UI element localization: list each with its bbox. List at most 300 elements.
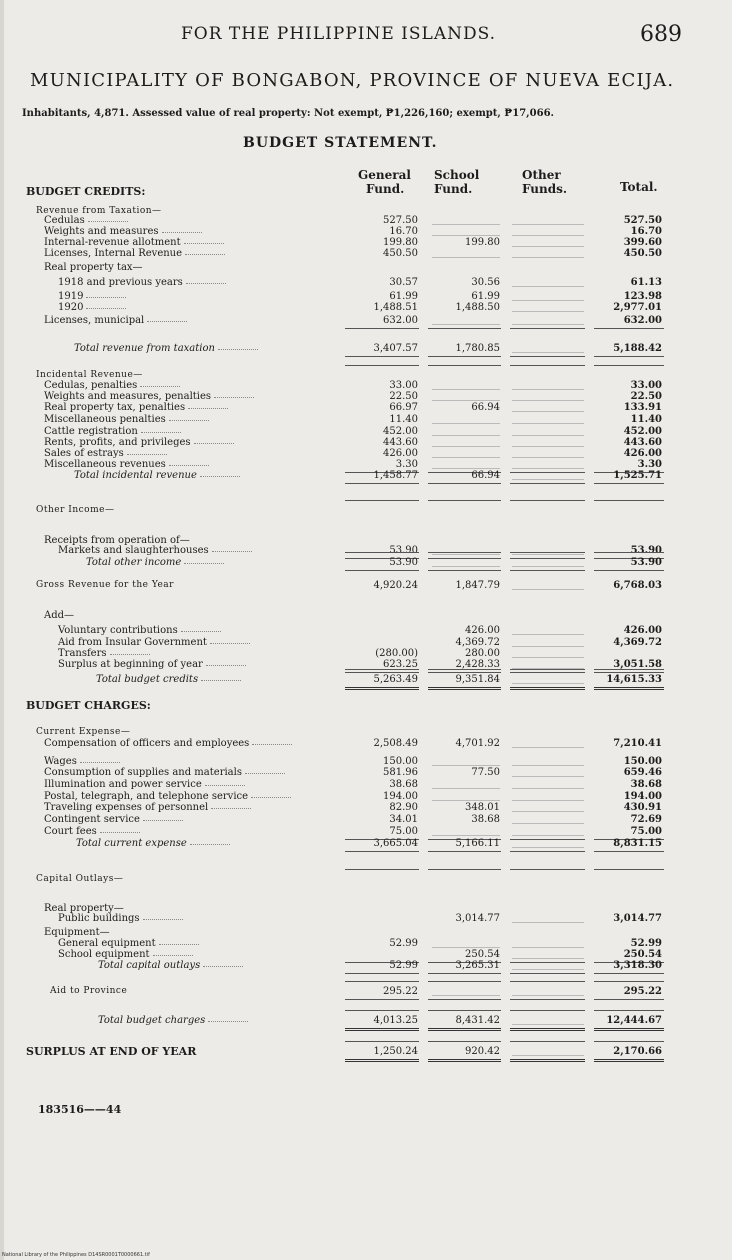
row-label-text: Consumption of supplies and materials <box>44 767 242 778</box>
school-fund-blank-leader <box>432 435 500 436</box>
row-label-text: Revenue from Taxation— <box>36 206 162 216</box>
general-fund-value: 5,263.49 <box>373 674 418 685</box>
column-header-total <box>620 180 658 194</box>
row-label <box>44 610 74 621</box>
row-label-text: Total capital outlays <box>98 960 201 971</box>
subtotal-rule <box>428 869 501 870</box>
row-label-text: Cattle registration <box>44 426 138 437</box>
double-total-rule <box>428 1028 501 1031</box>
dot-leader <box>127 453 167 455</box>
general-fund-value: 53.90 <box>389 557 418 568</box>
total-fund-value: 11.40 <box>630 414 662 425</box>
other-funds-blank-leader <box>512 922 584 923</box>
general-fund-value: 22.50 <box>389 391 418 402</box>
subtotal-rule <box>428 552 501 553</box>
row-label <box>44 248 225 259</box>
school-fund-blank-leader <box>432 457 500 458</box>
row-label <box>58 648 150 659</box>
total-rule <box>510 328 585 329</box>
general-fund-value: 150.00 <box>383 756 418 767</box>
row-label <box>44 226 202 237</box>
row-label-text: Licenses, Internal Revenue <box>44 248 183 259</box>
general-fund-value: 75.00 <box>389 826 418 837</box>
dot-leader <box>184 242 224 244</box>
row-label-text: Rents, profits, and privileges <box>44 437 191 448</box>
school-fund-blank-leader <box>432 995 500 996</box>
row-label <box>44 391 254 402</box>
subtotal-rule <box>345 552 419 553</box>
row-label-text: Licenses, municipal <box>44 315 145 326</box>
row-label-text: Postal, telegraph, and telephone service <box>44 791 249 802</box>
total-fund-value: 295.22 <box>623 986 662 997</box>
inhabitants-line: Inhabitants, 4,871. Assessed value of real property: Not exempt, ₱1,226,160; exempt, ₱17,066. <box>22 108 555 119</box>
subtotal-rule <box>594 1010 664 1011</box>
total-fund-value: 7,210.41 <box>613 738 662 749</box>
other-funds-blank-leader <box>512 411 584 412</box>
school-fund-value: 4,369.72 <box>455 637 500 648</box>
column-header-other-line1: Other <box>522 168 561 182</box>
total-fund-value: 527.50 <box>623 215 662 226</box>
column-header-general <box>358 168 411 196</box>
row-label <box>44 738 292 749</box>
subtotal-rule <box>594 500 664 501</box>
total-fund-value: 399.60 <box>623 237 662 248</box>
subtotal-rule <box>510 500 585 501</box>
general-fund-value: 450.50 <box>383 248 418 259</box>
row-label <box>58 659 246 670</box>
row-label-text: Court fees <box>44 826 97 837</box>
general-fund-value: 3,665.04 <box>373 838 418 849</box>
general-fund-value: 443.60 <box>383 437 418 448</box>
double-total-rule <box>510 1059 585 1062</box>
total-fund-value: 1,525.71 <box>613 470 662 481</box>
school-fund-value: 1,847.79 <box>455 580 500 591</box>
row-label-text: Aid to Province <box>50 986 128 996</box>
total-rule <box>428 328 501 329</box>
dot-leader <box>181 630 221 632</box>
row-label-text: Weights and measures, penalties <box>44 391 212 402</box>
row-label-text: Surplus at beginning of year <box>58 659 203 670</box>
school-fund-blank-leader <box>432 400 500 401</box>
row-label-text: Sales of estrays <box>44 448 124 459</box>
other-funds-blank-leader <box>512 1055 584 1056</box>
total-fund-value: 452.00 <box>623 426 662 437</box>
row-label <box>36 580 174 591</box>
scan-credit: National Library of the Philippines D14SR0001T0000661.tif <box>2 1252 150 1258</box>
other-funds-blank-leader <box>512 835 584 836</box>
subtotal-rule <box>594 869 664 870</box>
column-header-general-line2: Fund. <box>366 182 405 196</box>
school-fund-blank-leader <box>432 224 500 225</box>
total-rule <box>428 570 501 571</box>
total-fund-value: 430.91 <box>623 802 662 813</box>
dot-leader <box>153 954 193 956</box>
double-total-rule <box>428 687 501 690</box>
total-fund-value: 443.60 <box>623 437 662 448</box>
column-header-general-line1: General <box>358 168 411 182</box>
total-rule <box>345 570 419 571</box>
row-label-text: 1920 <box>58 302 84 313</box>
general-fund-value: (280.00) <box>375 648 418 659</box>
total-rule <box>428 851 501 852</box>
total-fund-value: 426.00 <box>623 448 662 459</box>
dot-leader <box>86 307 126 309</box>
dot-leader <box>169 464 209 466</box>
dot-leader <box>140 385 180 387</box>
subtotal-rule <box>510 552 585 553</box>
dot-leader <box>208 1020 248 1022</box>
total-rule <box>594 851 664 852</box>
school-fund-value: 3,014.77 <box>455 913 500 924</box>
school-fund-value: 280.00 <box>465 648 500 659</box>
general-fund-value: 30.57 <box>389 277 418 288</box>
row-label-text: Other Income— <box>36 505 115 515</box>
row-label <box>98 1015 248 1026</box>
other-funds-blank-leader <box>512 423 584 424</box>
row-label-text: Transfers <box>58 648 107 659</box>
subtotal-rule <box>428 365 501 366</box>
other-funds-blank-leader <box>512 847 584 848</box>
row-label-text: Internal-revenue allotment <box>44 237 181 248</box>
school-fund-value: 8,431.42 <box>455 1015 500 1026</box>
school-fund-blank-leader <box>432 468 500 469</box>
school-fund-blank-leader <box>432 423 500 424</box>
general-fund-value: 11.40 <box>389 414 418 425</box>
row-label <box>44 437 234 448</box>
double-total-rule <box>510 1028 585 1031</box>
total-fund-value: 659.46 <box>623 767 662 778</box>
other-funds-blank-leader <box>512 1024 584 1025</box>
school-fund-blank-leader <box>432 947 500 948</box>
other-funds-blank-leader <box>512 657 584 658</box>
row-label <box>26 186 145 197</box>
subtotal-rule <box>428 669 501 670</box>
total-fund-value: 3.30 <box>637 459 662 470</box>
row-label-text: Compensation of officers and employees <box>44 738 250 749</box>
general-fund-value: 4,013.25 <box>373 1015 418 1026</box>
row-label <box>36 505 114 516</box>
double-total-rule <box>594 1059 664 1062</box>
other-funds-blank-leader <box>512 823 584 824</box>
row-label <box>44 402 228 413</box>
total-rule <box>345 356 419 357</box>
total-fund-value: 426.00 <box>623 625 662 636</box>
dot-leader <box>201 679 241 681</box>
row-label-text: School equipment <box>58 949 150 960</box>
subtotal-rule <box>594 552 664 553</box>
school-fund-blank-leader <box>432 446 500 447</box>
subtotal-rule <box>594 1041 664 1042</box>
school-fund-value: 1,488.50 <box>455 302 500 313</box>
dot-leader <box>203 965 243 967</box>
row-label-text: Voluntary contributions <box>58 625 178 636</box>
row-label <box>96 674 241 685</box>
other-funds-blank-leader <box>512 958 584 959</box>
total-fund-value: 8,831.15 <box>613 838 662 849</box>
school-fund-blank-leader <box>432 788 500 789</box>
total-fund-value: 16.70 <box>630 226 662 237</box>
row-label <box>44 802 251 813</box>
total-fund-value: 53.90 <box>630 557 662 568</box>
row-label <box>58 291 126 302</box>
dot-leader <box>245 772 285 774</box>
general-fund-value: 295.22 <box>383 986 418 997</box>
general-fund-value: 527.50 <box>383 215 418 226</box>
total-fund-value: 52.99 <box>630 938 662 949</box>
subtotal-rule <box>345 981 419 982</box>
other-funds-blank-leader <box>512 765 584 766</box>
dot-leader <box>147 320 187 322</box>
page-edge <box>0 0 4 1260</box>
row-label <box>44 237 224 248</box>
row-label <box>58 949 193 960</box>
school-fund-blank-leader <box>432 235 500 236</box>
row-label-text: Contingent service <box>44 814 140 825</box>
subtotal-rule <box>345 1010 419 1011</box>
dot-leader <box>141 431 181 433</box>
dot-leader <box>210 642 250 644</box>
other-funds-blank-leader <box>512 311 584 312</box>
column-header-total-line1: Total. <box>620 180 658 194</box>
total-fund-value: 4,369.72 <box>613 637 662 648</box>
general-fund-value: 34.01 <box>389 814 418 825</box>
row-label-text: Equipment— <box>44 927 110 938</box>
other-funds-blank-leader <box>512 457 584 458</box>
other-funds-blank-leader <box>512 235 584 236</box>
row-label-text: Current Expense— <box>36 727 131 737</box>
dot-leader <box>211 807 251 809</box>
total-fund-value: 133.91 <box>623 402 662 413</box>
other-funds-blank-leader <box>512 646 584 647</box>
general-fund-value: 52.99 <box>389 938 418 949</box>
row-label-text: Total incidental revenue <box>74 470 197 481</box>
subtotal-rule <box>428 981 501 982</box>
general-fund-value: 632.00 <box>383 315 418 326</box>
school-fund-blank-leader <box>432 835 500 836</box>
subtotal-rule <box>510 981 585 982</box>
row-label <box>86 557 224 568</box>
row-label-text: 1919 <box>58 291 84 302</box>
total-rule <box>510 483 585 484</box>
school-fund-value: 9,351.84 <box>455 674 500 685</box>
total-fund-value: 250.54 <box>623 949 662 960</box>
total-fund-value: 14,615.33 <box>606 674 662 685</box>
school-fund-value: 61.99 <box>471 291 500 302</box>
print-code: 183516——44 <box>38 1103 122 1116</box>
other-funds-blank-leader <box>512 224 584 225</box>
double-total-rule <box>345 687 419 690</box>
school-fund-value: 1,780.85 <box>455 343 500 354</box>
subtotal-rule <box>345 869 419 870</box>
row-label <box>44 779 245 790</box>
row-label-text: General equipment <box>58 938 156 949</box>
row-label-text: Real property tax— <box>44 262 143 273</box>
school-fund-value: 2,428.33 <box>455 659 500 670</box>
subtotal-rule <box>510 365 585 366</box>
other-funds-blank-leader <box>512 800 584 801</box>
dot-leader <box>206 664 246 666</box>
total-rule <box>510 973 585 974</box>
total-fund-value: 75.00 <box>630 826 662 837</box>
total-fund-value: 3,318.30 <box>613 960 662 971</box>
row-label-text: Miscellaneous revenues <box>44 459 166 470</box>
row-label-text: Miscellaneous penalties <box>44 414 166 425</box>
dot-leader <box>214 396 254 398</box>
other-funds-blank-leader <box>512 468 584 469</box>
school-fund-blank-leader <box>432 800 500 801</box>
school-fund-blank-leader <box>432 765 500 766</box>
general-fund-value: 1,488.51 <box>373 302 418 313</box>
row-label <box>44 215 128 226</box>
row-label-text: BUDGET CREDITS: <box>26 185 146 198</box>
general-fund-value: 52.99 <box>389 960 418 971</box>
total-rule <box>345 672 419 673</box>
row-label-text: Add— <box>44 610 75 621</box>
total-rule <box>594 999 664 1000</box>
row-label <box>44 380 180 391</box>
school-fund-value: 4,701.92 <box>455 738 500 749</box>
general-fund-value: 53.90 <box>389 545 418 556</box>
other-funds-blank-leader <box>512 634 584 635</box>
total-fund-value: 2,977.01 <box>613 302 662 313</box>
subtotal-rule <box>510 1010 585 1011</box>
total-rule <box>594 356 664 357</box>
row-label-text: Real property tax, penalties <box>44 402 186 413</box>
total-rule <box>345 483 419 484</box>
total-rule <box>594 672 664 673</box>
row-label-text: Markets and slaughterhouses <box>58 545 209 556</box>
school-fund-value: 30.56 <box>471 277 500 288</box>
general-fund-value: 581.96 <box>383 767 418 778</box>
double-total-rule <box>428 1059 501 1062</box>
other-funds-blank-leader <box>512 257 584 258</box>
other-funds-blank-leader <box>512 947 584 948</box>
row-label-text: Capital Outlays— <box>36 874 124 884</box>
dot-leader <box>169 419 209 421</box>
row-label <box>58 545 252 556</box>
row-label <box>36 874 123 885</box>
total-rule <box>510 851 585 852</box>
row-label-text: Total budget charges <box>98 1015 206 1026</box>
row-label-text: Total current expense <box>76 838 187 849</box>
subtotal-rule <box>510 669 585 670</box>
total-rule <box>510 999 585 1000</box>
total-fund-value: 2,170.66 <box>613 1046 662 1057</box>
total-fund-value: 22.50 <box>630 391 662 402</box>
school-fund-blank-leader <box>432 324 500 325</box>
other-funds-blank-leader <box>512 788 584 789</box>
total-fund-value: 123.98 <box>623 291 662 302</box>
row-label-text: Wages <box>44 756 77 767</box>
other-funds-blank-leader <box>512 995 584 996</box>
dot-leader <box>110 653 150 655</box>
general-fund-value: 2,508.49 <box>373 738 418 749</box>
school-fund-value: 3,265.31 <box>455 960 500 971</box>
total-rule <box>428 558 501 559</box>
total-fund-value: 72.69 <box>630 814 662 825</box>
general-fund-value: 3,407.57 <box>373 343 418 354</box>
column-header-school-line1: School <box>434 168 480 182</box>
school-fund-blank-leader <box>432 257 500 258</box>
total-fund-value: 12,444.67 <box>606 1015 662 1026</box>
row-label-text: Public buildings <box>58 913 140 924</box>
dot-leader <box>184 562 224 564</box>
total-rule <box>345 328 419 329</box>
row-label <box>44 262 143 273</box>
school-fund-value: 66.94 <box>471 402 500 413</box>
row-label <box>44 814 183 825</box>
municipality-title: MUNICIPALITY OF BONGABON, PROVINCE OF NUEVA ECIJA. <box>30 70 675 91</box>
row-label <box>44 448 167 459</box>
other-funds-blank-leader <box>512 400 584 401</box>
row-label <box>58 625 221 636</box>
dot-leader <box>185 253 225 255</box>
total-rule <box>428 672 501 673</box>
other-funds-blank-leader <box>512 969 584 970</box>
row-label-text: Cedulas, penalties <box>44 380 138 391</box>
row-label-text: Total revenue from taxation <box>74 343 215 354</box>
row-label-text: BUDGET CHARGES: <box>26 699 151 712</box>
row-label <box>44 756 120 767</box>
general-fund-value: 61.99 <box>389 291 418 302</box>
total-rule <box>510 839 585 840</box>
row-label <box>50 986 127 997</box>
double-total-rule <box>594 687 664 690</box>
column-header-other-line2: Funds. <box>522 182 568 196</box>
dot-leader <box>186 282 226 284</box>
general-fund-value: 38.68 <box>389 779 418 790</box>
subtotal-rule <box>594 669 664 670</box>
total-rule <box>428 973 501 974</box>
total-rule <box>510 672 585 673</box>
school-fund-value: 199.80 <box>465 237 500 248</box>
general-fund-value: 66.97 <box>389 402 418 413</box>
running-head: FOR THE PHILIPPINE ISLANDS. <box>181 24 497 44</box>
other-funds-blank-leader <box>512 300 584 301</box>
subtotal-rule <box>345 669 419 670</box>
subtotal-rule <box>594 365 664 366</box>
dot-leader <box>205 784 245 786</box>
row-label <box>76 838 230 849</box>
total-fund-value: 6,768.03 <box>613 580 662 591</box>
dot-leader <box>88 220 128 222</box>
subtotal-rule <box>428 1010 501 1011</box>
row-label <box>44 459 209 470</box>
row-label <box>44 315 187 326</box>
row-label-text: Receipts from operation of— <box>44 535 190 546</box>
other-funds-blank-leader <box>512 589 584 590</box>
other-funds-blank-leader <box>512 389 584 390</box>
dot-leader <box>100 831 140 833</box>
dot-leader <box>188 407 228 409</box>
school-fund-value: 348.01 <box>465 802 500 813</box>
row-label <box>26 1046 196 1057</box>
general-fund-value: 3.30 <box>395 459 418 470</box>
total-rule <box>510 558 585 559</box>
dot-leader <box>80 761 120 763</box>
school-fund-blank-leader <box>432 554 500 555</box>
row-label-text: SURPLUS AT END OF YEAR <box>26 1045 197 1058</box>
dot-leader <box>252 743 292 745</box>
subtotal-rule <box>345 365 419 366</box>
total-fund-value: 3,051.58 <box>613 659 662 670</box>
row-label <box>44 927 110 938</box>
row-label <box>58 938 199 949</box>
general-fund-value: 82.90 <box>389 802 418 813</box>
general-fund-value: 623.25 <box>383 659 418 670</box>
total-fund-value: 38.68 <box>630 779 662 790</box>
row-label <box>98 960 243 971</box>
